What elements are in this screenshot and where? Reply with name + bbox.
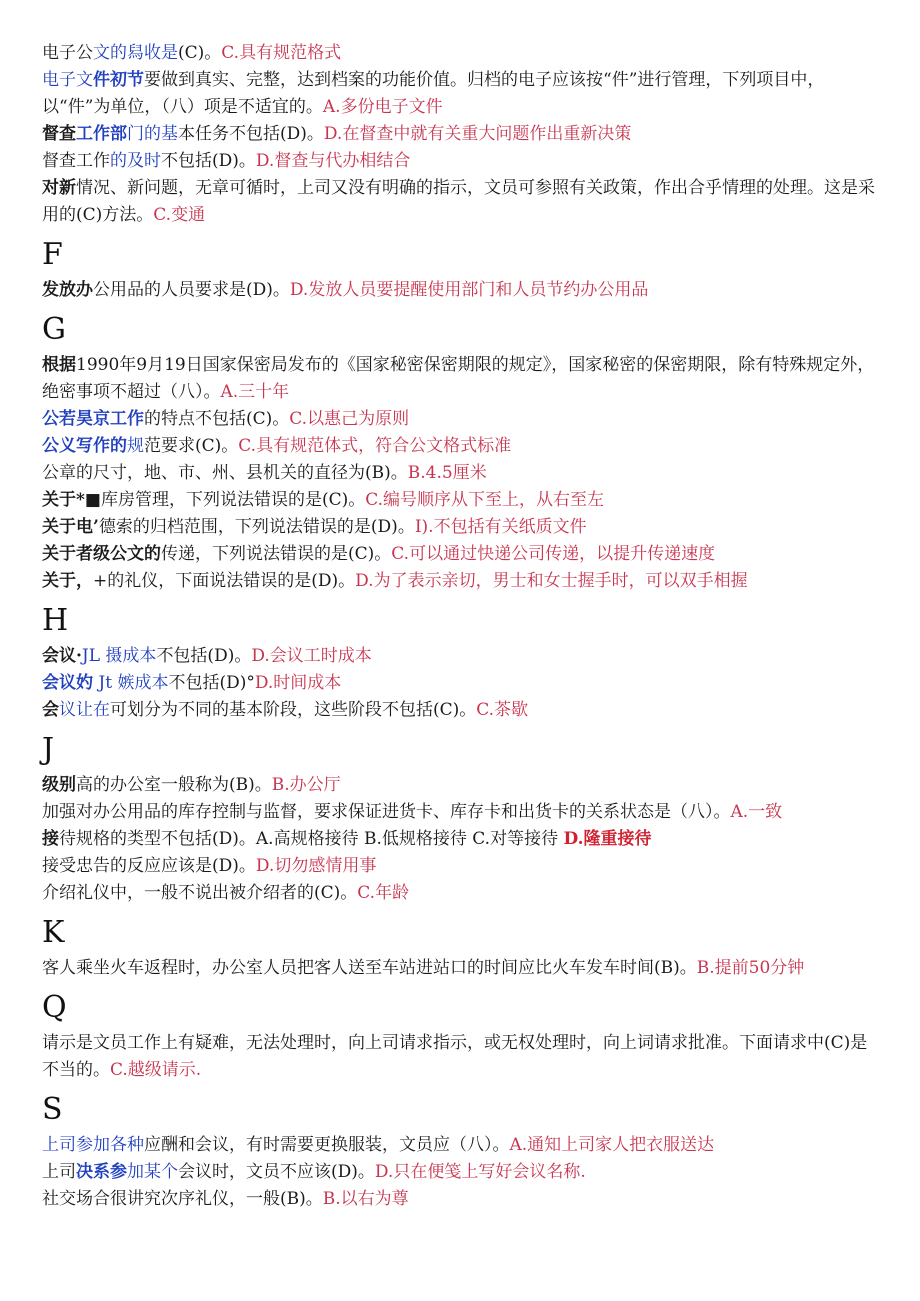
question-entry — [42, 1186, 882, 1213]
question-text: 介绍礼仪中，一般不说出被介绍者的(C)。 — [42, 883, 358, 903]
question-text: Jt 嫉成本 — [93, 673, 169, 693]
question-text: 会议妁 — [42, 673, 93, 693]
question-text: 待规格的类型不包括(D)。A.高规格接待 B.低规格接待 C.对等接待 — [59, 829, 564, 849]
question-text: 公义写作的 — [42, 436, 127, 456]
question-entry — [42, 670, 882, 697]
question-text: 公章的尺寸，地、市、州、县机关的直径为(B)。 — [42, 463, 408, 483]
answer-text: C.以惠己为原则 — [289, 409, 410, 429]
section-letter-heading: K — [42, 915, 65, 950]
section-letter-heading: H — [42, 603, 69, 638]
question-text: +的礼仪，下面说法错误的是(D)。 — [93, 571, 356, 591]
answer-text: I).不包括有关纸质文件 — [414, 517, 587, 537]
question-text: 关于者级公文的 — [42, 544, 161, 564]
answer-text: D.切勿感情用事 — [255, 856, 377, 876]
question-text: (C)。 — [178, 43, 222, 63]
question-entry — [42, 148, 882, 175]
question-text: 库房管理，下列说法错误的是(C)。 — [100, 490, 366, 510]
question-entry — [42, 853, 882, 880]
section-letter-heading: G — [42, 312, 66, 347]
question-text: 关于， — [42, 571, 93, 591]
question-entry — [42, 697, 882, 724]
question-text: 上司 — [42, 1162, 76, 1182]
question-text: 应酬和会议，有时需要更换服装，文员应（八）。 — [144, 1135, 510, 1155]
answer-text: A.一致 — [730, 802, 783, 822]
question-entry — [42, 880, 882, 907]
question-text: 门的基 — [127, 124, 178, 144]
question-entry — [42, 406, 882, 433]
question-text: 请示是文员工作上有疑难，无法处理时，向上司请求指示，或无权处理时，向上词请求批准。下面请求中(C)是不当的。 — [42, 1033, 868, 1080]
question-entry — [42, 514, 882, 541]
question-text: 根据 — [42, 355, 76, 375]
question-entry — [42, 175, 882, 229]
answer-text: C.编号顺序从下至上，从右至左 — [365, 490, 605, 510]
question-text: 要做到真实、完整，达到档案的功能价值。归档的电子应该按“件”进行管理，下列项目中，以“件”为单位，（八）项是不适宜的。 — [42, 70, 825, 117]
answer-text: D.督查与代办相结合 — [255, 151, 411, 171]
question-text: 议让在 — [59, 700, 110, 720]
answer-text: D.为了表示亲切，男士和女士握手时，可以双手相握 — [355, 571, 748, 591]
question-entry — [42, 1030, 882, 1084]
question-text: 的特点不包括(C)。 — [144, 409, 290, 429]
section-letter-heading: Q — [42, 990, 67, 1025]
question-entry — [42, 541, 882, 568]
question-entry — [42, 352, 882, 406]
answer-text: C.茶歇 — [476, 700, 529, 720]
section-letter-heading: J — [42, 732, 55, 767]
question-text: 规 — [127, 436, 144, 456]
question-text: 关于电’ — [42, 517, 99, 537]
question-entry — [42, 433, 882, 460]
question-entry — [42, 460, 882, 487]
answer-text: D.只在便笺上写好会议名称. — [374, 1162, 586, 1182]
question-text: 社交场合很讲究次序礼仪，一般(B)。 — [42, 1189, 323, 1209]
question-text: 级别 — [42, 775, 76, 795]
question-text: 接受忠告的反应应该是(D)。 — [42, 856, 256, 876]
answer-text: C.具有规范格式 — [221, 43, 342, 63]
question-text: 文的舄收是 — [93, 43, 178, 63]
section-letter-heading: F — [42, 237, 63, 272]
question-entry — [42, 1159, 882, 1186]
question-text: 加某个 — [127, 1162, 178, 1182]
answer-text: B.以右为尊 — [322, 1189, 409, 1209]
question-entry — [42, 487, 882, 514]
answer-text: A.通知上司家人把衣服送达 — [509, 1135, 715, 1155]
question-text: 的及时 — [110, 151, 161, 171]
question-text: 传递，下列说法错误的是(C)。 — [161, 544, 392, 564]
question-entry — [42, 955, 882, 982]
answer-text: C.具有规范体式，符合公文格式标准 — [238, 436, 512, 456]
answer-text: D.会议工时成本 — [251, 646, 372, 666]
question-entry — [42, 568, 882, 595]
question-text: 情况、新问题，无章可循时，上司又没有明确的指示，文员可参照有关政策，作出合乎情理的处理。这是采用的(C)方法。 — [42, 178, 875, 225]
question-text: 德索的归档范围，下列说法错误的是(D)。 — [98, 517, 415, 537]
question-text: 督查工作 — [42, 151, 110, 171]
question-entry — [42, 1132, 882, 1159]
question-text: 可划分为不同的基本阶段，这些阶段不包括(C)。 — [110, 700, 477, 720]
question-entry — [42, 643, 882, 670]
question-text: 不包括(D)° — [168, 673, 255, 693]
question-entry — [42, 826, 882, 853]
question-text: 不包括(D)。 — [161, 151, 256, 171]
question-text: 会议· — [42, 646, 82, 666]
question-text: 会议时，文员不应该(D)。 — [178, 1162, 375, 1182]
question-text: 会 — [42, 700, 59, 720]
answer-text: D.时间成本 — [254, 673, 342, 693]
question-text: 本任务不包括(D)。 — [178, 124, 324, 144]
question-text: 接 — [42, 829, 59, 849]
question-text: 工作部 — [76, 124, 127, 144]
question-text: 范要求(C)。 — [144, 436, 239, 456]
question-text: 件初节 — [93, 70, 144, 90]
answer-text: A.三十年 — [220, 382, 290, 402]
question-text: 公用品的人员要求是(D)。 — [93, 280, 290, 300]
answer-text: B.提前50分钟 — [696, 958, 805, 978]
answer-text: D.在督查中就有关重大问题作出重新决策 — [323, 124, 632, 144]
answer-text: C.年龄 — [357, 883, 410, 903]
question-text: 督查 — [42, 124, 76, 144]
question-text: 不包括(D)。 — [156, 646, 252, 666]
question-text: 客人乘坐火车返程时，办公室人员把客人送至车站进站口的时间应比火车发车时间(B)。 — [42, 958, 697, 978]
question-entry — [42, 121, 882, 148]
question-entry — [42, 277, 882, 304]
question-text: 高的办公室一般称为(B)。 — [76, 775, 272, 795]
question-entry — [42, 799, 882, 826]
answer-text: B.4.5厘米 — [407, 463, 487, 483]
answer-text: C.越级请示. — [110, 1060, 202, 1080]
answer-text: C.可以通过快递公司传递，以提升传递速度 — [391, 544, 716, 564]
answer-text: D.隆重接待 — [563, 829, 652, 849]
question-text: 电子文 — [42, 70, 93, 90]
question-text: 决系参 — [76, 1162, 127, 1182]
question-text: 1990年9月19日国家保密局发布的《国家秘密保密期限的规定》，国家秘密的保密期限，除有特殊规定外，绝密事项不超过（八）。 — [42, 355, 875, 402]
question-entry — [42, 67, 882, 121]
question-text: JL 摄成本 — [81, 646, 157, 666]
question-text: 关于*■ — [42, 490, 101, 510]
section-letter-heading: S — [42, 1092, 63, 1127]
question-entry — [42, 772, 882, 799]
question-text: 加强对办公用品的库存控制与监督，要求保证进货卡、库存卡和出货卡的关系状态是（八）。 — [42, 802, 731, 822]
question-text: 对新 — [42, 178, 76, 198]
answer-text: D.发放人员要提醒使用部门和人员节约办公用品 — [289, 280, 649, 300]
question-text: 发放办 — [42, 280, 93, 300]
question-text: 公若昊京工作 — [42, 409, 144, 429]
answer-text: B.办公厅 — [271, 775, 341, 795]
question-text: 电子公 — [42, 43, 93, 63]
question-entry — [42, 40, 882, 67]
answer-text: A.多份电子文件 — [322, 97, 443, 117]
answer-text: C.变通 — [153, 205, 206, 225]
question-text: 上司参加各种 — [42, 1135, 144, 1155]
